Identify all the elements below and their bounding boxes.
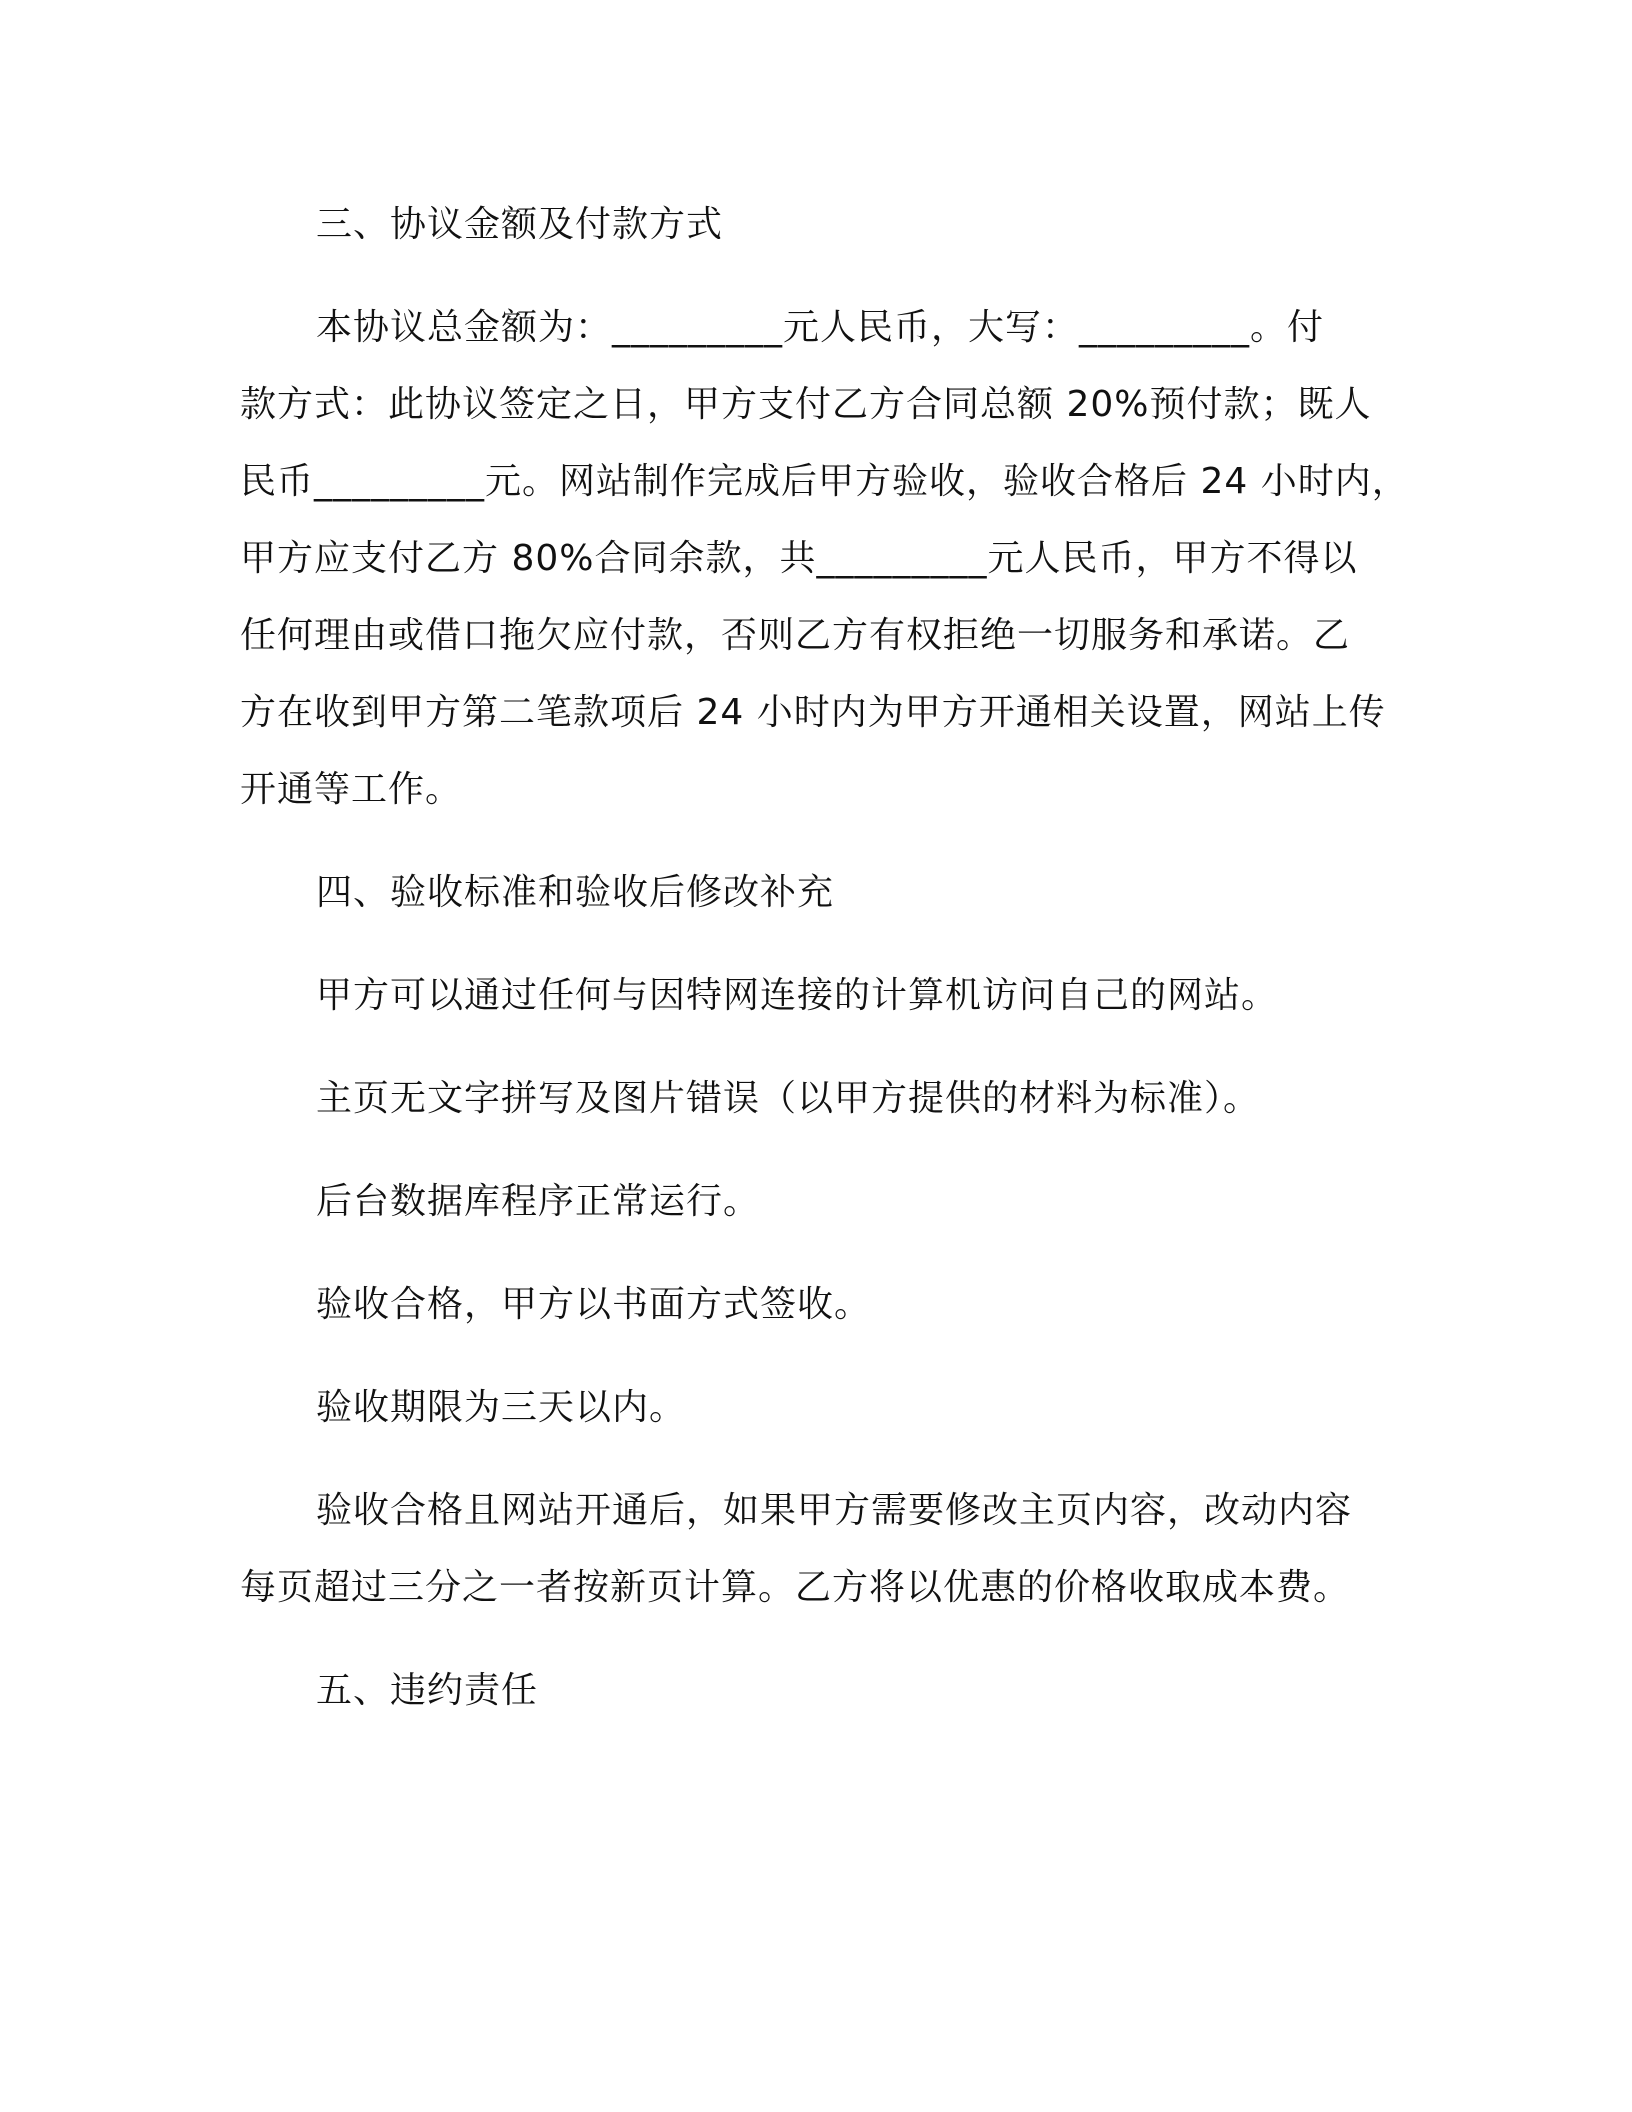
modification-line-1: 验收合格且网站开通后，如果甲方需要修改主页内容，改动内容 [316,1490,1353,1531]
payment-line-3: 民币_________元。网站制作完成后甲方验收，验收合格后 24 小时内， [240,461,1409,502]
payment-line-4: 甲方应支付乙方 80%合同余款，共_________元人民币，甲方不得以 [240,538,1358,579]
section-heading-3: 三、协议金额及付款方式 [316,204,724,245]
payment-line-6: 方在收到甲方第二笔款项后 24 小时内为甲方开通相关设置，网站上传 [240,692,1386,733]
acceptance-item-4: 验收合格，甲方以书面方式签收。 [316,1284,872,1325]
section-heading-4: 四、验收标准和验收后修改补充 [316,872,835,913]
document-body [240,186,1410,1729]
payment-line-7: 开通等工作。 [240,769,463,810]
modification-line-2: 每页超过三分之一者按新页计算。乙方将以优惠的价格收取成本费。 [240,1567,1351,1608]
payment-line-2: 款方式：此协议签定之日，甲方支付乙方合同总额 20%预付款；既人 [240,384,1372,425]
payment-line-1: 本协议总金额为：_________元人民币，大写：_________。付 [316,307,1325,348]
acceptance-item-2: 主页无文字拼写及图片错误（以甲方提供的材料为标准）。 [316,1078,1261,1119]
acceptance-item-1: 甲方可以通过任何与因特网连接的计算机访问自己的网站。 [316,975,1279,1016]
modification-paragraph [240,1472,1410,1626]
payment-paragraph [240,289,1410,828]
acceptance-item-5: 验收期限为三天以内。 [316,1387,687,1428]
payment-line-5: 任何理由或借口拖欠应付款，否则乙方有权拒绝一切服务和承诺。乙 [240,615,1351,656]
acceptance-item-3: 后台数据库程序正常运行。 [316,1181,761,1222]
section-heading-5: 五、违约责任 [316,1670,539,1711]
